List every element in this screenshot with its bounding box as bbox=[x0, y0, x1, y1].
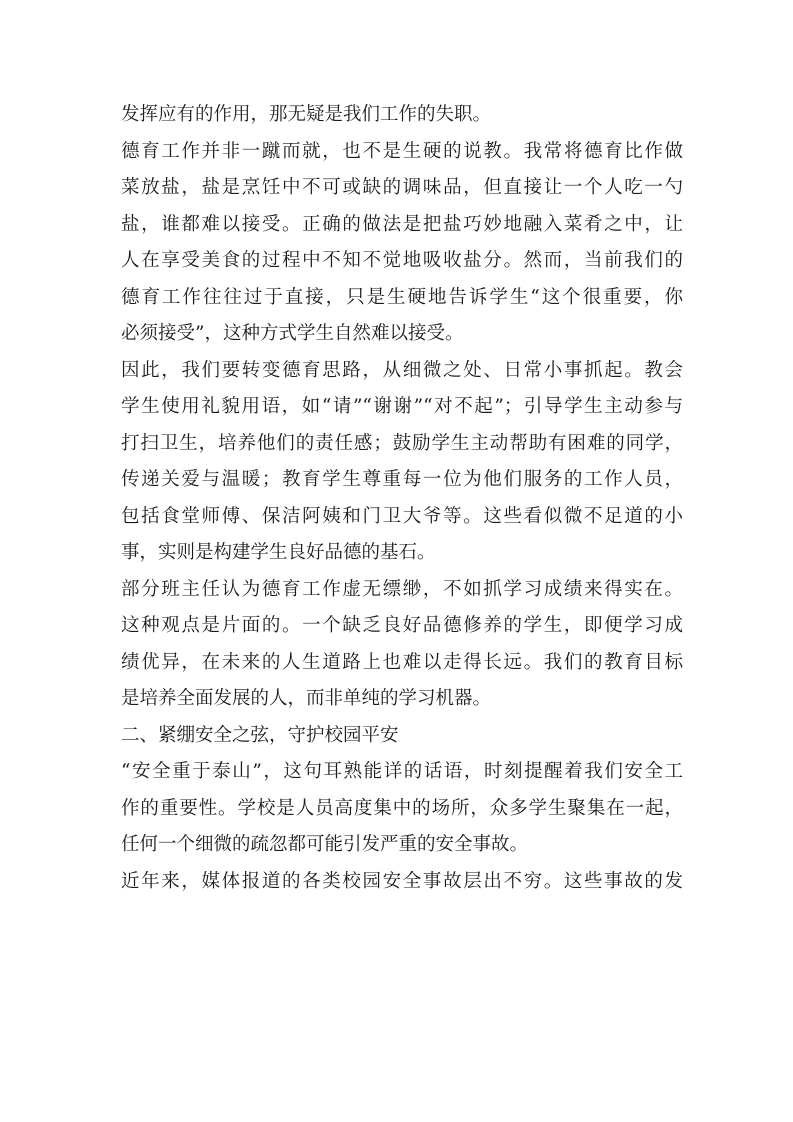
text-line: 作的重要性。学校是人员高度集中的场所，众多学生聚集在一起， bbox=[121, 797, 683, 819]
text-line: 必须接受”，这种方式学生自然难以接受。 bbox=[121, 323, 464, 344]
paragraph-5 bbox=[121, 754, 683, 864]
text-line: 部分班主任认为德育工作虚无缥缈，不如抓学习成绩来得实在。 bbox=[121, 578, 683, 600]
text-line: 德育工作往往过于直接，只是生硬地告诉学生“这个很重要，你 bbox=[121, 286, 683, 308]
paragraph-1 bbox=[121, 97, 683, 134]
paragraph-6 bbox=[121, 864, 683, 901]
text-line: 绩优异，在未来的人生道路上也难以走得长远。我们的教育目标 bbox=[121, 651, 683, 673]
text-line: 包括食堂师傅、保洁阿姨和门卫大爷等。这些看似微不足道的小 bbox=[121, 505, 683, 527]
paragraph-4 bbox=[121, 572, 683, 718]
text-line: 菜放盐，盐是烹饪中不可或缺的调味品，但直接让一个人吃一勺 bbox=[121, 177, 683, 198]
text-line: 发挥应有的作用，那无疑是我们工作的失职。 bbox=[121, 104, 492, 125]
text-line: 人在享受美食的过程中不知不觉地吸收盐分。然而，当前我们的 bbox=[121, 250, 683, 271]
text-line: 打扫卫生，培养他们的责任感；鼓励学生主动帮助有困难的同学， bbox=[121, 432, 683, 454]
text-line: 事，实则是构建学生良好品德的基石。 bbox=[121, 542, 436, 563]
document-body bbox=[121, 97, 683, 900]
paragraph-2 bbox=[121, 134, 683, 353]
text-line: 近年来，媒体报道的各类校园安全事故层出不穷。这些事故的发 bbox=[121, 870, 683, 892]
text-line: 任何一个细微的疏忽都可能引发严重的安全事故。 bbox=[121, 834, 529, 855]
paragraph-3 bbox=[121, 353, 683, 572]
text-line: 因此，我们要转变德育思路，从细微之处、日常小事抓起。教会 bbox=[121, 359, 683, 381]
text-line: “安全重于泰山”，这句耳熟能详的话语，时刻提醒着我们安全工 bbox=[121, 761, 683, 782]
text-line: 这种观点是片面的。一个缺乏良好品德修养的学生，即便学习成 bbox=[121, 615, 683, 636]
text-line: 德育工作并非一蹴而就，也不是生硬的说教。我常将德育比作做 bbox=[121, 140, 683, 162]
section-heading bbox=[121, 718, 683, 755]
text-line: 盐，谁都难以接受。正确的做法是把盐巧妙地融入菜肴之中，让 bbox=[121, 213, 683, 235]
section-heading-text: 二、紧绷安全之弦，守护校园平安 bbox=[121, 724, 399, 746]
text-line: 学生使用礼貌用语，如“请”“谢谢”“对不起”；引导学生主动参与 bbox=[121, 396, 683, 417]
text-line: 传递关爱与温暖；教育学生尊重每一位为他们服务的工作人员， bbox=[121, 469, 683, 490]
text-line: 是培养全面发展的人，而非单纯的学习机器。 bbox=[121, 688, 492, 709]
